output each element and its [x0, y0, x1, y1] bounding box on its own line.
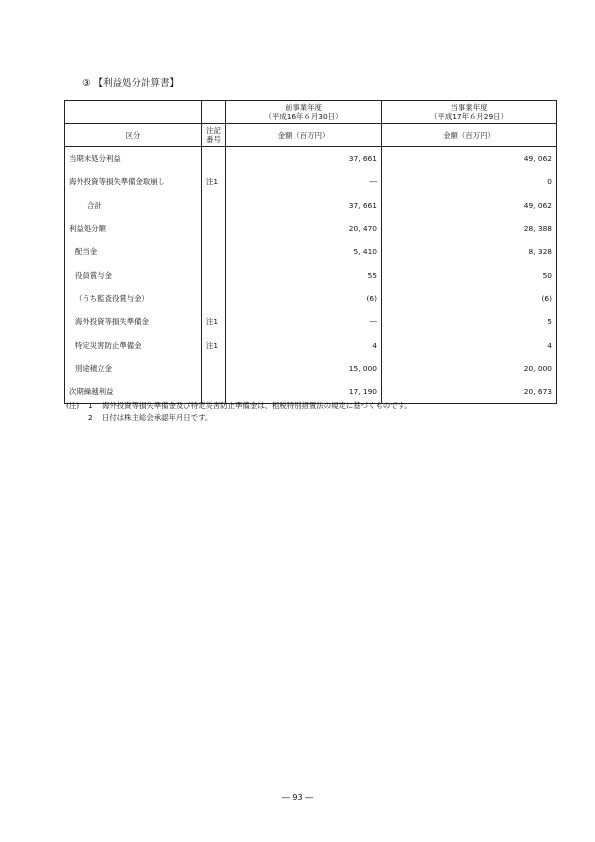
row-prev-amount: 4 — [226, 333, 382, 356]
row-curr-amount: 50 — [382, 263, 557, 286]
table-row — [65, 263, 557, 286]
row-label: 役員賞与金 — [65, 263, 202, 286]
table-header-column-row — [65, 124, 557, 147]
row-curr-amount: 0 — [382, 170, 557, 193]
row-curr-amount: 20, 673 — [382, 380, 557, 404]
header-curr-year: 当事業年度 — [450, 103, 488, 112]
row-note — [202, 263, 226, 286]
row-note: 注1 — [202, 333, 226, 356]
row-curr-amount: 49, 062 — [382, 194, 557, 217]
row-prev-amount: 20, 470 — [226, 217, 382, 240]
row-prev-amount: 55 — [226, 263, 382, 286]
table-row — [65, 147, 557, 171]
row-prev-amount: ― — [226, 310, 382, 333]
row-prev-amount: (6) — [226, 287, 382, 310]
footnote-mark-spacer — [66, 412, 88, 424]
footnote-mark: (注) — [66, 401, 80, 410]
row-note — [202, 357, 226, 380]
table-row — [65, 287, 557, 310]
profit-appropriation-table — [64, 100, 557, 404]
header-curr-date: （平成17年６月29日） — [430, 112, 508, 121]
row-label: 海外投資等損失準備金取崩し — [65, 170, 202, 193]
row-curr-amount: 5 — [382, 310, 557, 333]
row-prev-amount: 15, 000 — [226, 357, 382, 380]
table-row — [65, 217, 557, 240]
row-label: 海外投資等損失準備金 — [65, 310, 202, 333]
row-curr-amount: 8, 328 — [382, 240, 557, 263]
header-amount-prev: 金額（百万円） — [226, 124, 382, 147]
row-curr-amount: 49, 062 — [382, 147, 557, 171]
table-row — [65, 357, 557, 380]
header-note: 注記 番号 — [202, 124, 226, 147]
table-row — [65, 333, 557, 356]
footnote-text: 海外投資等損失準備金及び特定災害防止準備金は、租税特別措置法の規定に基づくものです。 — [102, 401, 412, 410]
section-title: ③ 【利益処分計算書】 — [82, 78, 180, 89]
row-note — [202, 217, 226, 240]
row-curr-amount: (6) — [382, 287, 557, 310]
row-note — [202, 147, 226, 171]
footnote-number: 1 — [88, 401, 93, 410]
row-label: 利益処分額 — [65, 217, 202, 240]
header-amount-curr: 金額（百万円） — [382, 124, 557, 147]
row-label: （うち監査役賞与金） — [65, 287, 202, 310]
header-curr-period — [382, 101, 557, 124]
row-curr-amount: 28, 388 — [382, 217, 557, 240]
header-prev-date: （平成16年６月30日） — [264, 112, 343, 121]
table-row — [65, 310, 557, 333]
footnote-number: 2 — [88, 413, 93, 422]
header-prev-period — [226, 101, 382, 124]
header-blank-item — [65, 101, 202, 124]
row-prev-amount: 37, 661 — [226, 147, 382, 171]
page-number: ― 93 ― — [281, 793, 314, 802]
footnote-text: 日付は株主総会承認年月日です。 — [102, 413, 213, 422]
table-header-period-row — [65, 101, 557, 124]
row-note — [202, 287, 226, 310]
row-prev-amount: 5, 410 — [226, 240, 382, 263]
row-label: 次期繰越利益 — [65, 380, 202, 404]
table-row — [65, 194, 557, 217]
row-prev-amount: 17, 190 — [226, 380, 382, 404]
header-prev-year: 前事業年度 — [285, 103, 322, 112]
header-item: 区分 — [65, 124, 202, 147]
row-note — [202, 194, 226, 217]
row-label: 合計 — [65, 194, 202, 217]
row-note: 注1 — [202, 310, 226, 333]
footnote-item — [66, 400, 412, 412]
row-label: 別途積立金 — [65, 357, 202, 380]
row-note — [202, 240, 226, 263]
row-prev-amount: ― — [226, 170, 382, 193]
footnotes — [66, 400, 412, 424]
header-blank-note — [202, 101, 226, 124]
table-row — [65, 240, 557, 263]
row-curr-amount: 20, 000 — [382, 357, 557, 380]
row-curr-amount: 4 — [382, 333, 557, 356]
table-row — [65, 170, 557, 193]
row-label: 当期未処分利益 — [65, 147, 202, 171]
row-label: 特定災害防止準備金 — [65, 333, 202, 356]
footnote-item — [66, 412, 412, 424]
row-note: 注1 — [202, 170, 226, 193]
row-label: 配当金 — [65, 240, 202, 263]
row-prev-amount: 37, 661 — [226, 194, 382, 217]
